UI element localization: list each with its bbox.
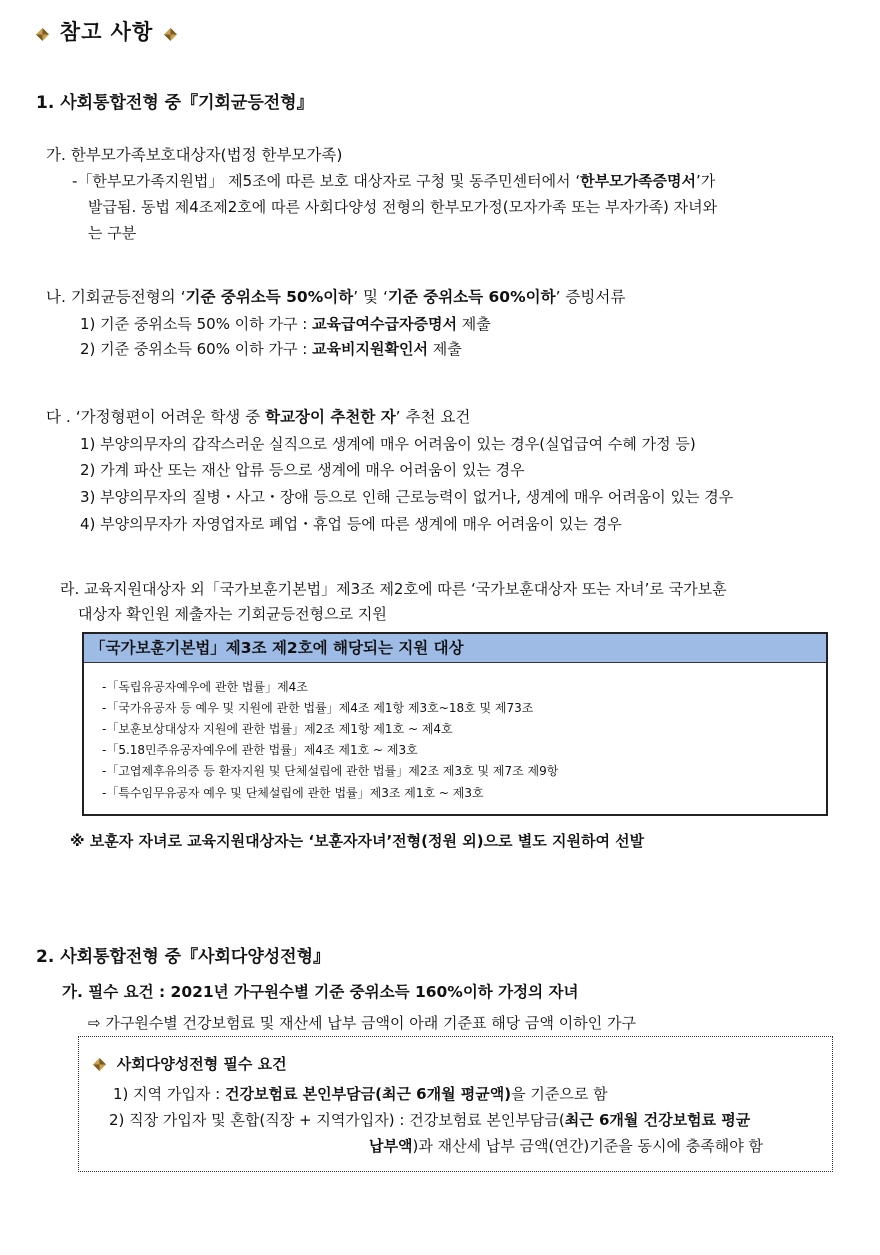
section2-ga-title: 가. 필수 요건 : 2021년 가구원수별 기준 중위소득 160%이하 가정의 자녀 (62, 983, 579, 1001)
section1-na-item1 (80, 313, 491, 334)
text-bold: 기준 중위소득 50%이하 (185, 288, 354, 306)
section1-heading: 1. 사회통합전형 중『기회균등전형』 (36, 93, 314, 113)
section1-da-title (46, 405, 470, 427)
section1-da-item: 3) 부양의무자의 질병・사고・장애 등으로 인해 근로능력이 없거나, 생계에 매우 어려움이 있는 경우 (80, 488, 734, 506)
section1-ga-title: 가. 한부모가족보호대상자(법정 한부모가족) (46, 146, 343, 164)
requirement-item2 (109, 1109, 750, 1130)
diamond-icon (36, 28, 49, 41)
text: 다 . ‘가정형편이 어려운 학생 중 (46, 408, 266, 426)
section2-arrow-line: ⇨ 가구원수별 건강보험료 및 재산세 납부 금액이 아래 기준표 해당 금액 이하인 가구 (88, 1014, 636, 1032)
support-target-table (82, 632, 828, 816)
requirement-box (78, 1036, 833, 1172)
veteran-note: ※ 보훈자 자녀로 교육지원대상자는 ‘보훈자자녀’전형(정원 외)으로 별도 지원하여 선발 (70, 832, 645, 850)
requirement-box-title: 사회다양성전형 필수 요건 (116, 1055, 287, 1073)
text: 나. 기회균등전형의 ‘ (46, 288, 186, 306)
section1-ga-line2: 발급됨. 동법 제4조제2호에 따른 사회다양성 전형의 한부모가정(모자가족 또는 부자가족) 자녀와 (88, 198, 718, 216)
page-header (36, 16, 177, 46)
law-item: -「독립유공자예우에 관한 법률」제4조 (102, 680, 308, 694)
text: ’ 증빙서류 (555, 288, 626, 306)
section1-ra-line2: 대상자 확인원 제출자는 기회균등전형으로 지원 (78, 605, 387, 623)
text: 1) 지역 가입자 : (113, 1085, 225, 1103)
text-bold: 교육비지원확인서 (312, 340, 428, 358)
text: 을 기준으로 함 (511, 1085, 608, 1103)
text: -「한부모가족지원법」 제5조에 따른 보호 대상자로 구청 및 동주민센터에서 ‘ (72, 172, 581, 190)
table-header: 「국가보훈기본법」제3조 제2호에 해당되는 지원 대상 (84, 634, 826, 663)
section1-ga-line3: 는 구분 (88, 224, 137, 242)
text-bold: 교육급여수급자증명서 (312, 315, 457, 333)
text-bold: 납부액 (369, 1137, 413, 1155)
law-item: -「특수임무유공자 예우 및 단체설립에 관한 법률」제3조 제1호 ~ 제3호 (102, 786, 484, 800)
requirement-item1 (113, 1083, 608, 1104)
section1-da-item: 2) 가계 파산 또는 재산 압류 등으로 생계에 매우 어려움이 있는 경우 (80, 461, 525, 479)
text: 2) 기준 중위소득 60% 이하 가구 : (80, 340, 313, 358)
law-item: -「고엽제후유의증 등 환자지원 및 단체설립에 관한 법률」제2조 제3호 및 제7조 제9항 (102, 764, 559, 778)
section1-ra-line1: 라. 교육지원대상자 외「국가보훈기본법」제3조 제2호에 따른 ‘국가보훈대상자 또는 자녀’로 국가보훈 (60, 580, 727, 598)
text-bold: 한부모가족증명서 (580, 172, 697, 190)
diamond-icon (93, 1058, 106, 1071)
text-bold: 건강보험료 본인부담금(최근 6개월 평균액) (224, 1085, 512, 1103)
text: 제출 (428, 340, 462, 358)
requirement-item2-cont (369, 1135, 763, 1156)
law-item: -「국가유공자 등 예우 및 지원에 관한 법률」제4조 제1항 제3호~18호 및 제73조 (102, 701, 534, 715)
page-title: 참고 사항 (59, 20, 154, 44)
text: ’ 및 ‘ (353, 288, 388, 306)
text: ’가 (696, 172, 716, 190)
section1-da-item: 1) 부양의무자의 갑작스러운 실직으로 생계에 매우 어려움이 있는 경우(실업급여 수혜 가정 등) (80, 435, 696, 453)
text: 1) 기준 중위소득 50% 이하 가구 : (80, 315, 313, 333)
section1-ga-line1 (72, 170, 715, 191)
text: 제출 (456, 315, 491, 333)
diamond-icon (164, 28, 177, 41)
section1-da-item: 4) 부양의무자가 자영업자로 폐업・휴업 등에 따른 생계에 매우 어려움이 있는 경우 (80, 515, 622, 533)
text: 2) 직장 가입자 및 혼합(직장 + 지역가입자) : 건강보험료 본인부담금( (109, 1111, 565, 1129)
section1-na-item2 (80, 338, 462, 359)
text-bold: 학교장이 추천한 자 (265, 408, 396, 426)
law-item: -「5.18민주유공자예우에 관한 법률」제4조 제1호 ~ 제3호 (102, 743, 418, 757)
requirement-box-title-row (93, 1053, 287, 1074)
text-bold: 기준 중위소득 60%이하 (387, 288, 556, 306)
text-bold: 최근 6개월 건강보험료 평균 (564, 1111, 751, 1129)
law-item: -「보훈보상대상자 지원에 관한 법률」제2조 제1항 제1호 ~ 제4호 (102, 722, 453, 736)
text: ’ 추천 요건 (395, 408, 471, 426)
section1-na-title (46, 285, 625, 307)
text: )과 재산세 납부 금액(연간)기준을 동시에 충족해야 함 (412, 1137, 763, 1155)
section2-heading: 2. 사회통합전형 중『사회다양성전형』 (36, 947, 331, 967)
